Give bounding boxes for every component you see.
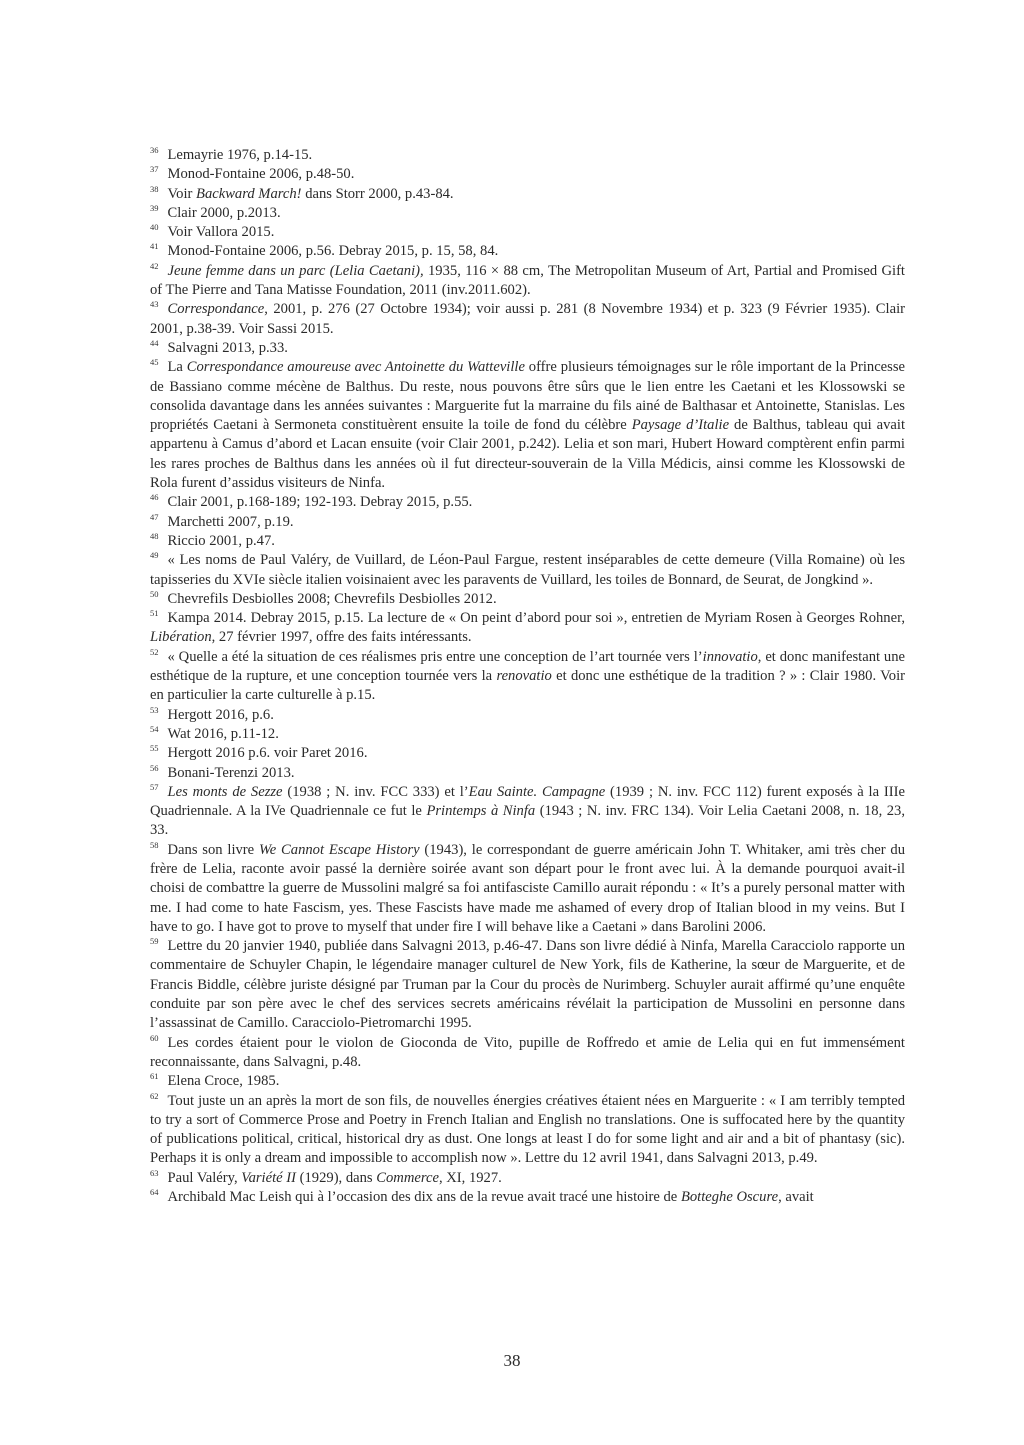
footnote-text: Paul Valéry, <box>167 1169 242 1186</box>
footnote-number: 54 <box>150 723 159 734</box>
footnote-number: 52 <box>150 646 159 657</box>
footnote-text: , 2001, p. 276 (27 Octobre 1934); voir aussi p. 281 (8 Novembre 1934) et p. 323 (9 Février 1935). Clair 2001, p.38-39. Voir Sassi 2015. <box>150 301 905 337</box>
footnote-number: 39 <box>150 202 159 213</box>
footnote <box>150 725 905 744</box>
footnote-text: , et donc manifestant une esthétique de la rupture, et une conception tournée vers la <box>150 648 906 685</box>
footnote-text: « Les noms de Paul Valéry, de Vuillard, de Léon-Paul Fargue, restent inséparables de cette demeure (Villa Romaine) où les tapisseries du XVIe siècle italien voisinaient avec les paravents de Vuillard, les toiles de Bonnard, de Seurat, de Jongkind ». <box>150 552 905 588</box>
footnote-number: 63 <box>150 1167 159 1178</box>
footnote-text: , avait <box>778 1189 814 1206</box>
footnote-text: Wat 2016, p.11-12. <box>167 725 279 742</box>
footnote-italic-text: Les monts de Sezze <box>167 783 283 800</box>
footnote-text: , XI, 1927. <box>438 1169 502 1186</box>
footnote-number: 62 <box>150 1090 159 1101</box>
footnote-text: (1938 ; N. inv. FCC 333) et l’ <box>282 783 469 800</box>
footnote-number: 57 <box>150 781 159 792</box>
footnote <box>150 532 905 551</box>
footnote-italic-text: Correspondance amoureuse avec Antoinette du Watteville <box>186 359 525 376</box>
footnote <box>150 358 905 493</box>
footnote <box>150 551 905 590</box>
footnote-number: 37 <box>150 164 159 175</box>
footnote <box>150 764 905 783</box>
footnote-text: (1943), le correspondant de guerre américain John T. Whitaker, ami très cher du frère de Lelia, raconte avoir passé la dernière soirée avant son départ pour le front avec lui. À la demande pourquoi avait-il choisi de combattre la guerre de Mussolini malgré sa foi antifasciste Camillo aurait répondu : « It’s a purely personal matter with me. I had come to hate Fascism, yes. These Fascists have made me ashamed of every drop of Italian blood in my veins. But I have to go. I have got to prove to myself that under fire I will behave like a Caetani » dans Barolini 2006. <box>150 841 906 935</box>
footnote-text: La <box>167 359 187 376</box>
footnote <box>150 1072 905 1091</box>
footnote-text: de Balthus, tableau qui avait appartenu à Camus d’abord et Lacan ensuite (voir Clair 2001, p.242). Lelia et son mari, Hubert Howard comptèrent enfin parmi les rares proches de Balthus dans les années où il fut directeur-souverain de la Villa Médicis, ainsi comme les Klossowski de Rola furent d’assidus visiteurs de Ninfa. <box>150 417 905 492</box>
footnote <box>150 1034 905 1073</box>
footnote-italic-text: innovatio <box>702 648 758 665</box>
footnote-text: (1929), dans <box>296 1169 377 1186</box>
footnote-text: Salvagni 2013, p.33. <box>167 339 288 356</box>
footnote-italic-text: Jeune femme dans un parc (Lelia Caetani), <box>167 262 424 279</box>
footnote-number: 58 <box>150 839 159 850</box>
footnotes-block <box>150 146 905 1207</box>
footnote-text: et donc une esthétique de la tradition ? » : Clair 1980. Voir en particulier la carte culturelle à p.15. <box>150 668 905 704</box>
footnote-text: Clair 2001, p.168-189; 192-193. Debray 2015, p.55. <box>167 494 473 511</box>
footnote-number: 47 <box>150 511 159 522</box>
footnote-text: Chevrefils Desbiolles 2008; Chevrefils Desbiolles 2012. <box>167 590 497 607</box>
footnote <box>150 1092 905 1169</box>
footnote <box>150 300 905 339</box>
footnote-number: 41 <box>150 241 159 252</box>
footnote-number: 44 <box>150 337 159 348</box>
footnote <box>150 841 905 937</box>
footnote <box>150 706 905 725</box>
footnote-italic-text: Botteghe Oscure <box>680 1189 779 1206</box>
footnote-number: 51 <box>150 608 159 619</box>
footnote <box>150 783 905 841</box>
footnote-text: Dans son livre <box>167 841 259 858</box>
footnote <box>150 1188 905 1207</box>
footnote-text: Les cordes étaient pour le violon de Gioconda de Vito, pupille de Roffredo et amie de Lelia qui en fut immensément reconnaissante, dans Salvagni, p.48. <box>150 1034 905 1070</box>
footnote-italic-text: Commerce <box>376 1169 439 1186</box>
footnote <box>150 493 905 512</box>
footnote-number: 49 <box>150 550 159 561</box>
footnote <box>150 937 905 1033</box>
footnote <box>150 242 905 261</box>
footnote-text: Voir <box>167 185 197 202</box>
footnote-italic-text: renovatio <box>496 668 552 685</box>
footnote-text: offre plusieurs témoignages sur le rôle important de la Princesse de Bassiano comme mécène de Balthus. Du reste, nous pouvons être sûrs que le lien entre les Caetani et les Klossowski se consolida davantage dans les années suivantes : Marguerite fut la marraine du fils ainé de Balthasar et Antoinette, Stanislas. Les propriétés Caetani à Sermoneta constituèrent ensuite la toile de fond du célèbre <box>150 359 905 434</box>
footnote-text: « Quelle a été la situation de ces réalismes pris entre une conception de l’art tournée vers l’ <box>167 648 703 665</box>
footnote-italic-text: Printemps à Ninfa <box>426 803 536 820</box>
footnote-text: (1939 ; N. inv. FCC 112) furent exposés à la IIIe Quadriennale. A la IVe Quadriennale ce fut le <box>150 783 905 820</box>
footnote-text: Lettre du 20 janvier 1940, publiée dans Salvagni 2013, p.46-47. Dans son livre dédié à Ninfa, Marella Caracciolo rapporte un commentaire de Schuyler Chapin, le légendaire manager culturel de New York, fils de Katherine, la sœur de Marguerite, et de Francis Biddle, célèbre juriste désigné par Truman par la Cour du procès de Nurimberg. Schuyler aurait affirmé qu’une enquête conduite par son père avec le chef des services secrets américains révélait la participation de Mussolini en personne dans l’assassinat de Camillo. Caracciolo-Pietromarchi 1995. <box>150 938 905 1032</box>
footnote-number: 60 <box>150 1032 159 1043</box>
footnote <box>150 513 905 532</box>
footnote-text: Clair 2000, p.2013. <box>167 204 281 221</box>
footnote-text: Archibald Mac Leish qui à l’occasion des dix ans de la revue avait tracé une histoire de <box>167 1189 681 1206</box>
footnote-text: , 27 février 1997, offre des faits intéressants. <box>211 629 472 646</box>
footnote-number: 53 <box>150 704 159 715</box>
footnote <box>150 204 905 223</box>
footnote-text: Monod-Fontaine 2006, p.56. Debray 2015, p. 15, 58, 84. <box>167 243 499 260</box>
footnote-text: Kampa 2014. Debray 2015, p.15. La lecture de « On peint d’abord pour soi », entretien de Myriam Rosen à Georges Rohner, <box>167 610 905 627</box>
footnote <box>150 1169 905 1188</box>
footnote-italic-text: Variété II <box>241 1169 296 1186</box>
footnote-number: 55 <box>150 743 159 754</box>
footnote <box>150 262 905 301</box>
footnote-text: (1943 ; N. inv. FRC 134). Voir Lelia Caetani 2008, n. 18, 23, 33. <box>150 803 905 839</box>
footnote-text: Lemayrie 1976, p.14-15. <box>167 147 313 163</box>
footnote <box>150 339 905 358</box>
footnote <box>150 146 905 165</box>
footnote-number: 45 <box>150 357 159 368</box>
footnote-italic-text: Eau Sainte. Campagne <box>468 783 606 800</box>
footnote <box>150 609 905 648</box>
footnote-text: Voir Vallora 2015. <box>167 224 275 241</box>
footnote-text: Hergott 2016, p.6. <box>167 706 274 723</box>
footnote-text: Monod-Fontaine 2006, p.48-50. <box>167 166 355 183</box>
footnote-number: 61 <box>150 1071 159 1082</box>
footnote-number: 46 <box>150 492 159 503</box>
footnote-number: 40 <box>150 222 159 233</box>
footnote-number: 36 <box>150 145 159 155</box>
footnote-text: Tout juste un an après la mort de son fils, de nouvelles énergies créatives étaient nées en Marguerite : « I am terribly tempted to try a sort of Commerce Prose and Poetry in French Italian and English no translations. One is suffocated here by the quantity of publications political, critical, historical dry as dust. One longs at least I do for some light and air and a bit of phantasy (sic). Perhaps it is only a dream and impossible to accomplish now ». Lettre du 12 avril 1941, dans Salvagni 2013, p.49. <box>150 1092 905 1167</box>
footnote-italic-text: Libération <box>150 629 212 646</box>
footnote <box>150 165 905 184</box>
footnote <box>150 648 905 706</box>
footnote-italic-text: Paysage d’Italie <box>631 417 730 434</box>
footnote-number: 48 <box>150 530 159 541</box>
page-number: 38 <box>503 1351 521 1370</box>
footnote-number: 56 <box>150 762 159 773</box>
footnote-text: Bonani-Terenzi 2013. <box>167 764 295 781</box>
footnote <box>150 744 905 763</box>
footnote-italic-text: Correspondance <box>167 301 265 318</box>
footnote-text: 1935, 116 × 88 cm, The Metropolitan Museum of Art, Partial and Promised Gift of The Pierre and Tana Matisse Foundation, 2011 (inv.2011.602). <box>150 262 905 299</box>
footnote-text: Hergott 2016 p.6. voir Paret 2016. <box>167 745 368 762</box>
footnote <box>150 223 905 242</box>
footnote-number: 59 <box>150 936 159 947</box>
footnote <box>150 185 905 204</box>
footnote-number: 38 <box>150 183 159 194</box>
footnote-italic-text: We Cannot Escape History <box>258 841 420 858</box>
footnote-number: 43 <box>150 299 159 310</box>
footnote <box>150 590 905 609</box>
footnote-italic-text: Backward March! <box>196 185 302 202</box>
footnote-text: Marchetti 2007, p.19. <box>167 513 294 530</box>
footnote-text: dans Storr 2000, p.43-84. <box>301 185 454 202</box>
footnote-number: 50 <box>150 588 159 599</box>
footnote-number: 42 <box>150 260 159 271</box>
footnote-text: Elena Croce, 1985. <box>167 1073 280 1090</box>
footnote-number: 64 <box>150 1187 159 1198</box>
footnote-text: Riccio 2001, p.47. <box>167 532 275 549</box>
